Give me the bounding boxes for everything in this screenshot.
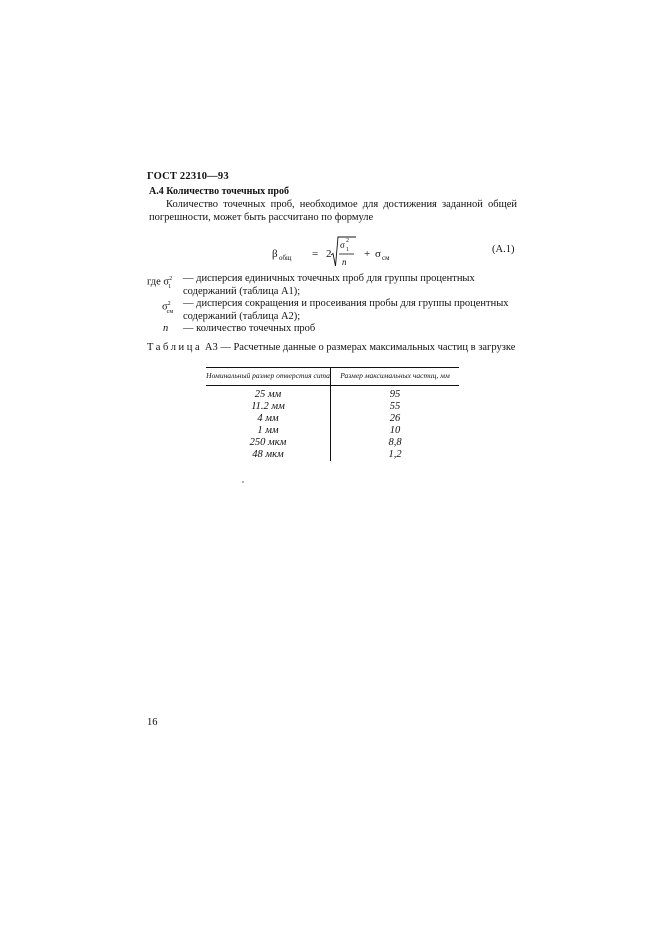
definition-symbol: n — [163, 323, 169, 334]
definition-item — [147, 273, 519, 298]
definition-text: — дисперсия сокращения и просеивания пробы для группы процентных содержаний (таблица А2); — [183, 298, 509, 322]
table-cell: 25 мм — [206, 386, 331, 402]
definition-item — [147, 323, 519, 336]
data-table — [206, 367, 459, 461]
section-paragraph: Количество точечных проб, необходимое для достижения заданной общей погрешности, может быть рассчитано по формуле — [149, 199, 517, 223]
table-row — [206, 413, 459, 425]
formula-equals: = — [312, 248, 319, 260]
table-label: Таблица — [147, 342, 203, 353]
table-row — [206, 437, 459, 449]
table-cell: 1 мм — [206, 425, 331, 437]
table-cell: 4 мм — [206, 413, 331, 425]
table-cell: 55 — [389, 401, 401, 412]
formula-lhs: β — [272, 248, 278, 260]
formula-numerator-sub: 1 — [346, 247, 349, 253]
table-row — [206, 449, 459, 461]
formula-term-sub: см — [382, 254, 390, 262]
page-number: 16 — [147, 717, 158, 728]
formula-term: σ — [375, 248, 381, 260]
formula-numerator-sup: 2 — [346, 238, 349, 244]
table-number: А3 — [204, 342, 218, 353]
equation-number: (А.1) — [492, 244, 515, 255]
definition-symbol: где $\sigma^2_1$ — [147, 276, 173, 290]
table-caption-text: — Расчетные данные о размерах максимальных частиц в загрузке — [220, 342, 516, 353]
table-cell: 1,2 — [388, 449, 402, 460]
formula-a1 — [270, 236, 450, 270]
scan-speck — [242, 481, 244, 483]
formula-plus: + — [364, 248, 371, 260]
formula-graphic — [270, 236, 450, 270]
definition-text: — количество точечных проб — [183, 323, 316, 334]
table-cell: 250 мкм — [206, 437, 331, 449]
column-header-particle-size: Размер максимальных частиц, мм — [331, 368, 460, 386]
table-cell: 8,8 — [388, 437, 402, 448]
formula-coef: 2 — [326, 248, 332, 260]
formula-lhs-sub: общ — [279, 254, 292, 262]
definitions-list — [147, 273, 519, 336]
table-header-row — [206, 368, 459, 386]
table-caption — [147, 342, 515, 353]
definition-symbol: $\sigma^2_{см}$ — [162, 301, 174, 315]
table-cell: 11.2 мм — [206, 401, 331, 413]
formula-denominator: n — [342, 257, 347, 267]
table-row — [206, 425, 459, 437]
definition-item — [147, 298, 519, 323]
table-cell: 26 — [389, 413, 401, 424]
table-cell: 10 — [389, 425, 401, 436]
table-row — [206, 386, 459, 402]
standard-designation: ГОСТ 22310—93 — [147, 171, 229, 182]
table-cell: 48 мкм — [206, 449, 331, 461]
column-header-sieve: Номинальный размер отверстия сита — [206, 368, 331, 386]
formula-numerator: σ — [340, 240, 345, 250]
table-cell: 95 — [389, 389, 401, 400]
section-title: А.4 Количество точечных проб — [149, 186, 289, 197]
table-row — [206, 401, 459, 413]
definition-text: — дисперсия единичных точечных проб для группы процентных содержаний (таблица А1); — [183, 273, 475, 297]
